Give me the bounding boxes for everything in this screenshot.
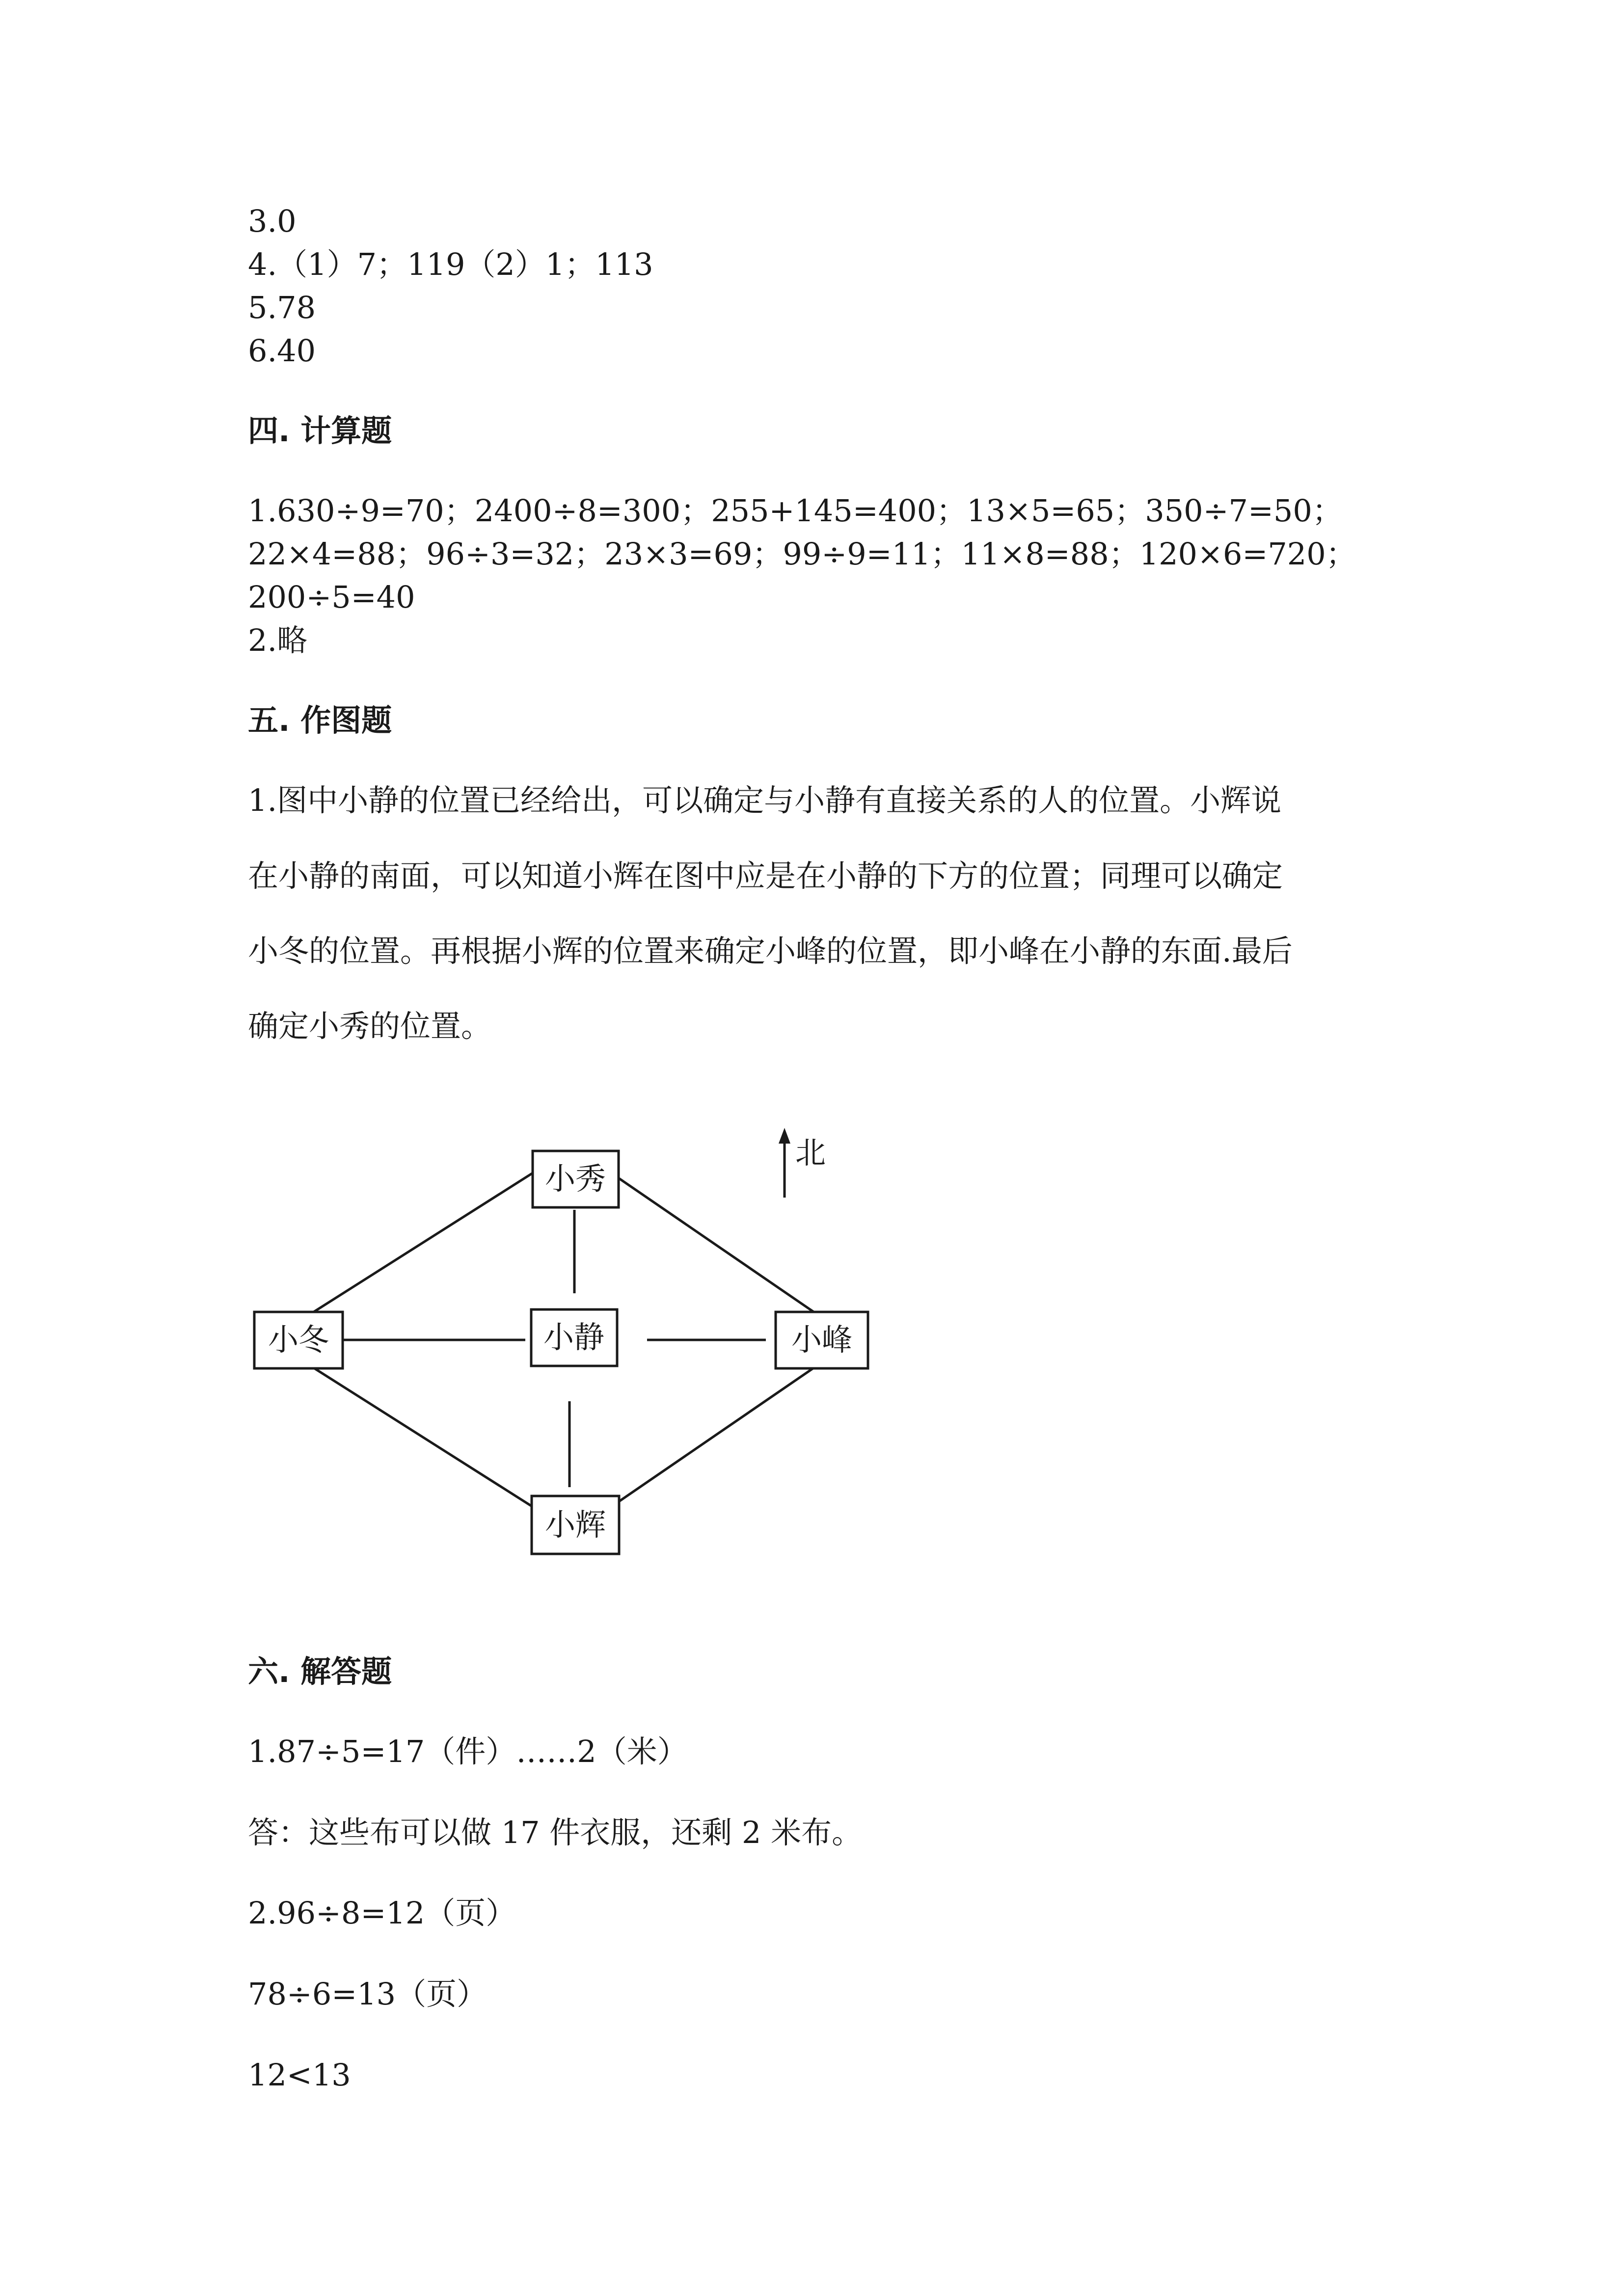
edge-right-bottom bbox=[611, 1362, 822, 1507]
drawing-para-line-2: 在小静的南面，可以知道小辉在图中应是在小静的下方的位置；同理可以确定 bbox=[248, 858, 1283, 894]
node-right bbox=[776, 1312, 868, 1368]
answer-3-4: 4.（1）7；119（2）1；113 bbox=[248, 246, 653, 282]
edge-top-right bbox=[611, 1173, 822, 1318]
node-top bbox=[533, 1151, 619, 1207]
node-left bbox=[254, 1312, 343, 1368]
node-right-label: 小峰 bbox=[791, 1322, 853, 1358]
section-heading-solutions: 六. 解答题 bbox=[248, 1654, 392, 1689]
drawing-para-line-3: 小冬的位置。再根据小辉的位置来确定小峰的位置，即小峰在小静的东面.最后 bbox=[248, 933, 1293, 969]
solution-line-5: 12<13 bbox=[248, 2057, 351, 2093]
node-center bbox=[531, 1309, 617, 1366]
solution-line-1: 1.87÷5=17（件）……2（米） bbox=[248, 1734, 688, 1769]
calc-line-3: 200÷5=40 bbox=[248, 579, 415, 615]
answer-3-3: 3.0 bbox=[248, 203, 297, 239]
calc-line-1: 1.630÷9=70；2400÷8=300；255+145=400；13×5=65；350÷7=50； bbox=[248, 493, 1343, 529]
north-arrow-icon bbox=[779, 1128, 790, 1198]
answer-3-6: 6.40 bbox=[248, 333, 316, 369]
drawing-para-line-4: 确定小秀的位置。 bbox=[248, 1008, 492, 1044]
north-label: 北 bbox=[795, 1135, 826, 1171]
node-center-label: 小静 bbox=[543, 1319, 605, 1355]
node-bottom-label: 小辉 bbox=[544, 1507, 606, 1543]
node-left-label: 小冬 bbox=[268, 1322, 329, 1358]
calc-line-2: 22×4=88；96÷3=32；23×3=69；99÷9=11；11×8=88；120×6=720； bbox=[248, 536, 1356, 572]
solution-line-3: 2.96÷8=12（页） bbox=[248, 1895, 516, 1931]
section-heading-calculation: 四. 计算题 bbox=[248, 413, 392, 449]
solution-line-4: 78÷6=13（页） bbox=[248, 1976, 487, 2012]
direction-diagram bbox=[245, 1119, 884, 1575]
section-heading-drawing: 五. 作图题 bbox=[248, 702, 392, 738]
node-top-label: 小秀 bbox=[544, 1161, 606, 1197]
solution-line-2: 答：这些布可以做 17 件衣服，还剩 2 米布。 bbox=[248, 1815, 863, 1850]
edge-left-bottom bbox=[304, 1362, 533, 1507]
edge-top-left bbox=[304, 1173, 533, 1318]
node-bottom bbox=[532, 1496, 619, 1554]
calc-line-4: 2.略 bbox=[248, 622, 308, 658]
answer-3-5: 5.78 bbox=[248, 290, 316, 325]
drawing-para-line-1: 1.图中小静的位置已经给出，可以确定与小静有直接关系的人的位置。小辉说 bbox=[248, 782, 1282, 818]
